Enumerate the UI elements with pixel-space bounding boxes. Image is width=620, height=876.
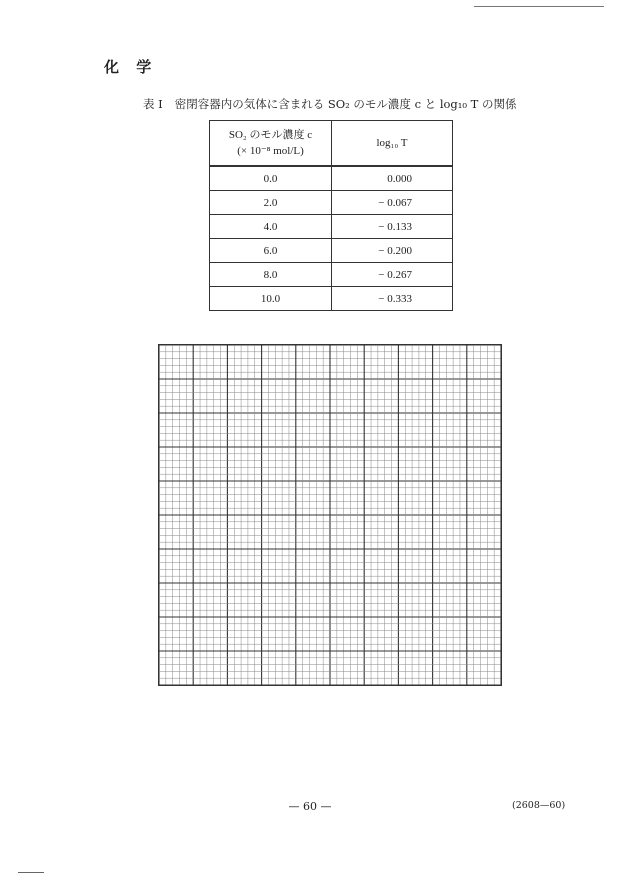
cell-concentration: 6.0 — [210, 239, 332, 263]
table-caption-text: 密閉容器内の気体に含まれる SO₂ のモル濃度 c と log₁₀ T の関係 — [174, 97, 517, 111]
cell-concentration: 4.0 — [210, 215, 332, 239]
page-number: — 60 — — [288, 800, 332, 813]
top-rule — [474, 6, 604, 7]
table-row — [210, 166, 453, 191]
table-row — [210, 287, 453, 311]
cell-log: − 0.267 — [332, 263, 453, 287]
header-log-transmittance: log₁₀ T — [332, 121, 453, 167]
header-concentration — [210, 121, 332, 167]
table-row — [210, 263, 453, 287]
data-table — [209, 120, 453, 311]
exam-code: (2608—60) — [512, 800, 566, 811]
bottom-rule — [18, 872, 44, 873]
cell-concentration: 8.0 — [210, 263, 332, 287]
graph-paper-grid — [159, 345, 501, 685]
cell-log: − 0.067 — [332, 191, 453, 215]
cell-log: − 0.333 — [332, 287, 453, 311]
table-label: 表 I — [143, 97, 163, 111]
cell-concentration: 10.0 — [210, 287, 332, 311]
graph-paper — [158, 344, 502, 686]
cell-concentration: 2.0 — [210, 191, 332, 215]
cell-log: − 0.133 — [332, 215, 453, 239]
table-row — [210, 215, 453, 239]
cell-log: 0.000 — [332, 166, 453, 191]
table-row — [210, 191, 453, 215]
header-concentration-line2: (× 10⁻⁸ mol/L) — [237, 145, 304, 157]
header-concentration-line1: SO₂ のモル濃度 c — [228, 129, 313, 141]
table-header-row — [210, 121, 453, 167]
table-caption — [143, 96, 517, 112]
cell-concentration: 0.0 — [210, 166, 332, 191]
cell-log: − 0.200 — [332, 239, 453, 263]
subject-title: 化 学 — [104, 58, 158, 76]
table-row — [210, 239, 453, 263]
